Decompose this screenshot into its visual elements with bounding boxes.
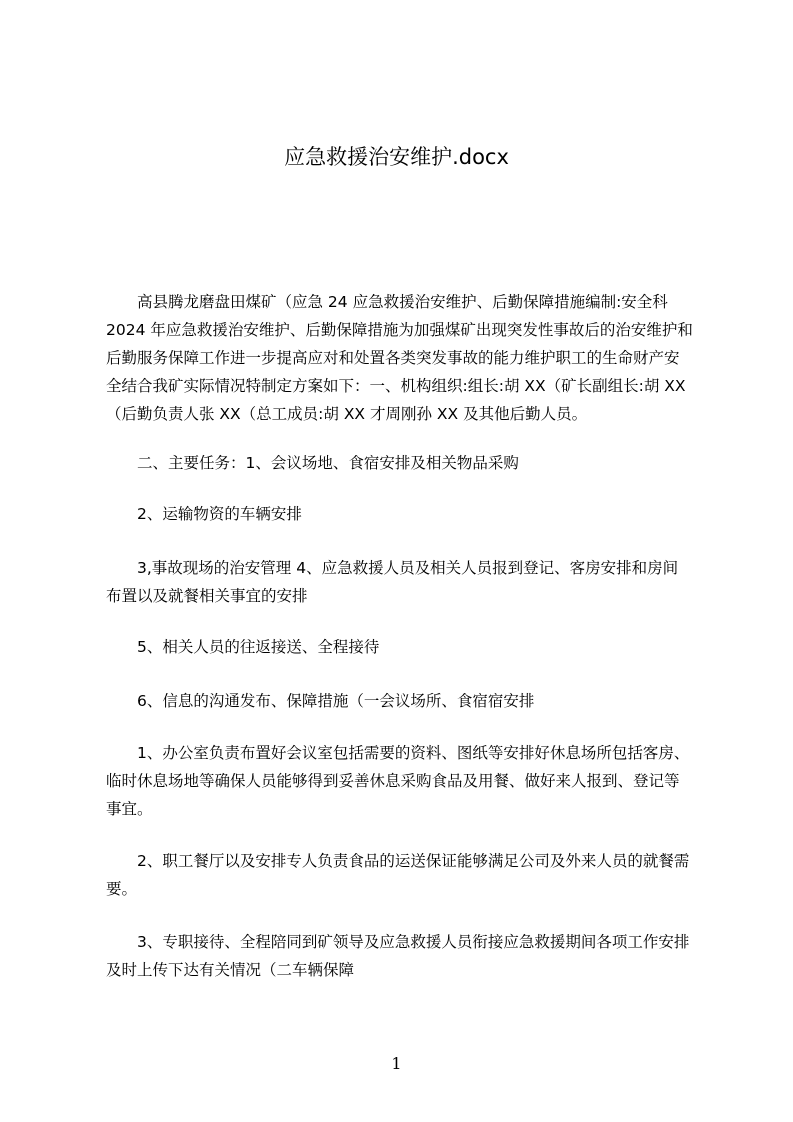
text-line: 全结合我矿实际情况特制定方案如下：一、机构组织:组长:胡 XX（矿长副组长:胡 XX	[106, 377, 686, 395]
text-line: 2、职工餐厅以及安排专人负责食品的运送保证能够满足公司及外来人员的就餐需	[106, 852, 690, 870]
document-title: 应急救援治安维护.docx	[284, 145, 509, 169]
text-line: 临时休息场地等确保人员能够得到妥善休息采购食品及用餐、做好来人报到、登记等	[106, 772, 680, 790]
text-line: 3,事故现场的治安管理 4、应急救援人员及相关人员报到登记、客房安排和房间	[106, 559, 679, 577]
paragraph-intro	[106, 288, 708, 428]
text-line: 3、专职接待、全程陪同到矿领导及应急救援人员衔接应急救援期间各项工作安排	[106, 933, 690, 951]
text-line: 要。	[106, 880, 138, 898]
paragraph-task-6	[106, 687, 708, 715]
page-number: 1	[391, 1054, 402, 1073]
text-line: 二、主要任务：1、会议场地、食宿安排及相关物品采购	[106, 454, 519, 472]
paragraph-main-tasks	[106, 449, 708, 477]
text-line: 布置以及就餐相关事宜的安排	[106, 587, 308, 605]
paragraph-task-3-4	[106, 554, 708, 610]
paragraph-task-5	[106, 633, 708, 661]
text-line: 及时上传下达有关情况（二车辆保障	[106, 961, 355, 979]
text-line: 事宜。	[106, 800, 153, 818]
text-line: 后勤服务保障工作进一步提高应对和处置各类突发事故的能力维护职工的生命财产安	[106, 349, 680, 367]
text-line: 6、信息的沟通发布、保障措施（一会议场所、食宿宿安排	[106, 692, 535, 710]
paragraph-task-2	[106, 500, 708, 528]
paragraph-measure-2	[106, 847, 708, 903]
text-line: 高县腾龙磨盘田煤矿（应急 24 应急救援治安维护、后勤保障措施编制:安全科	[106, 293, 668, 311]
text-line: （后勤负责人张 XX（总工成员:胡 XX 才周刚孙 XX 及其他后勤人员。	[106, 405, 588, 423]
text-line: 1、办公室负责布置好会议室包括需要的资料、图纸等安排好休息场所包括客房、	[106, 744, 690, 762]
paragraph-measure-1	[106, 739, 708, 823]
text-line: 5、相关人员的往返接送、全程接待	[106, 638, 380, 656]
text-line: 2024 年应急救援治安维护、后勤保障措施为加强煤矿出现突发性事故后的治安维护和	[106, 321, 693, 339]
paragraph-measure-3	[106, 928, 708, 984]
text-line: 2、运输物资的车辆安排	[106, 505, 302, 523]
